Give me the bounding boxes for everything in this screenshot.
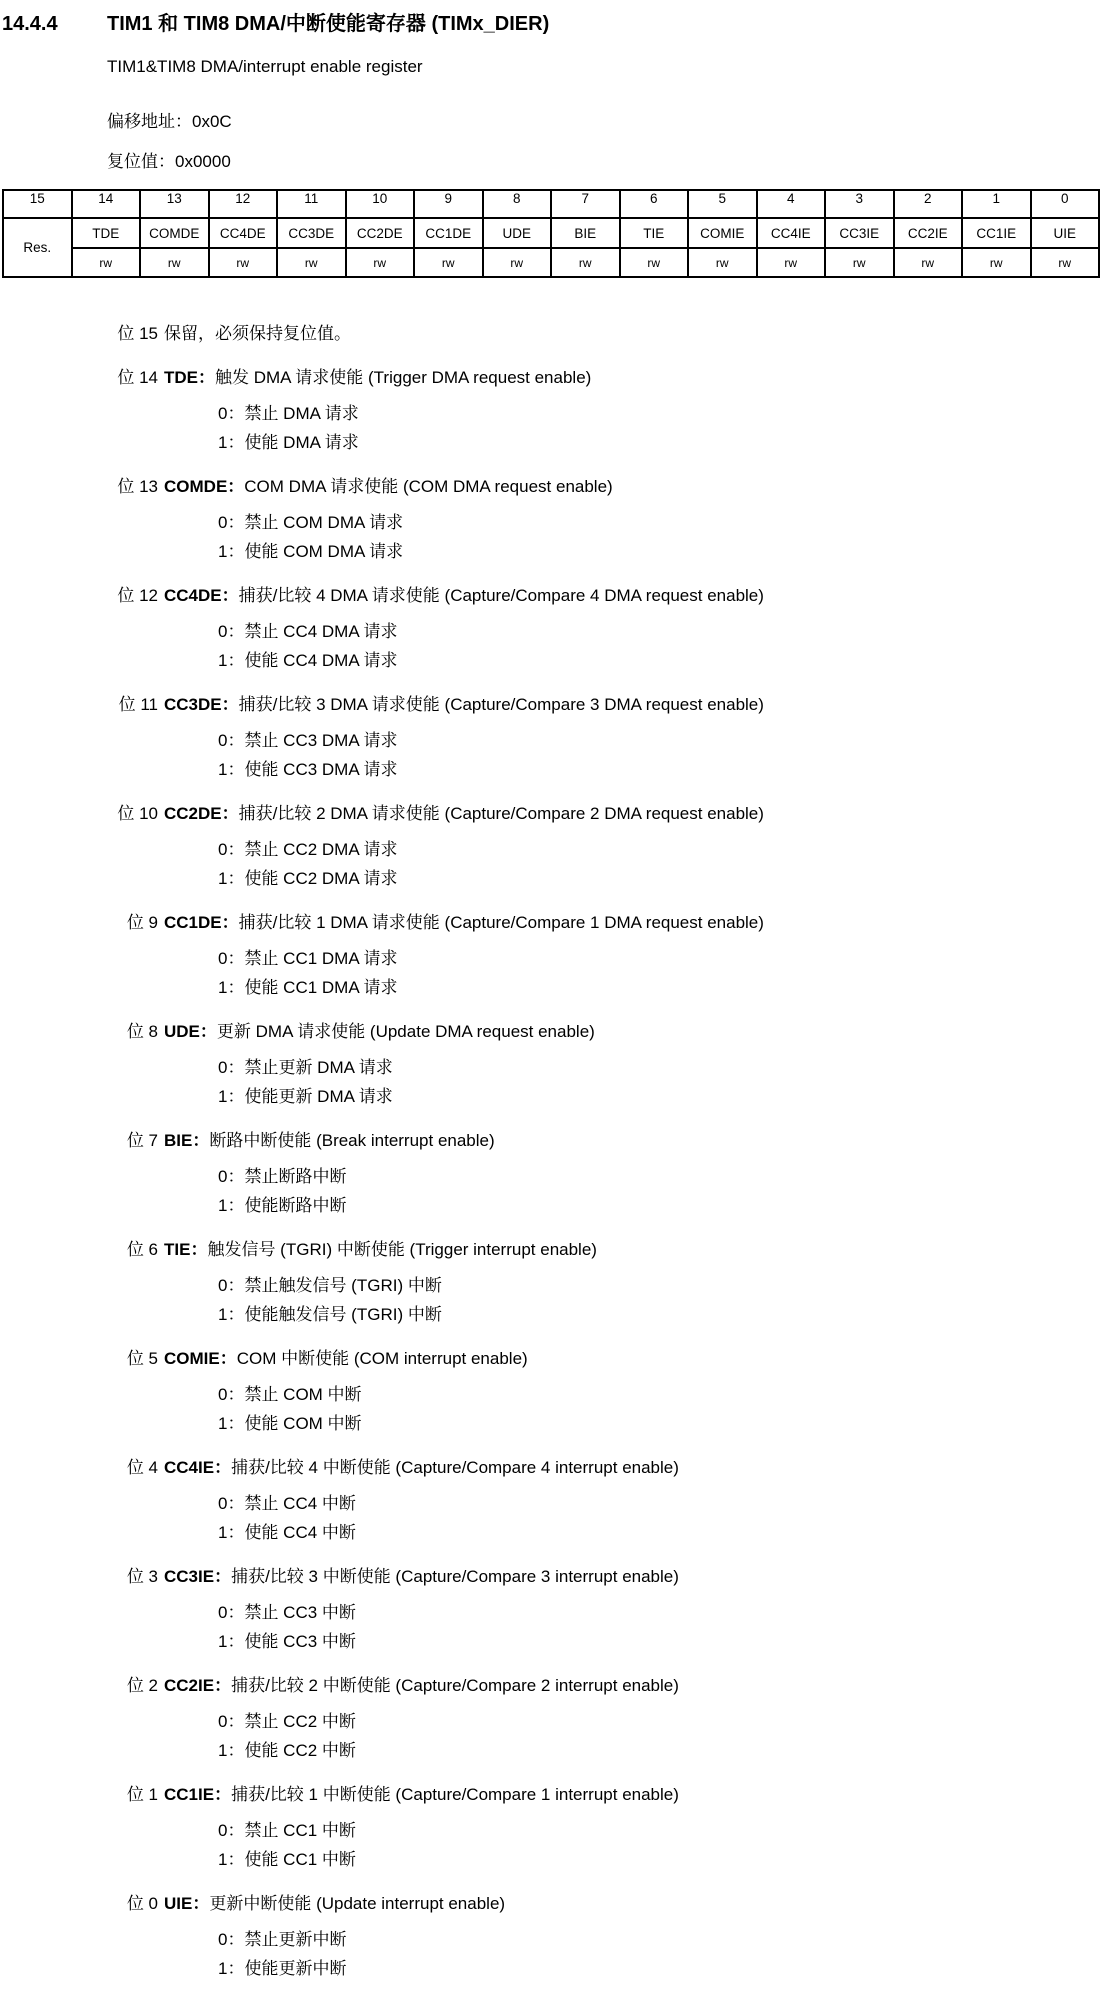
bit-number: 5 [688,190,757,218]
value-1-line: 1：使能 COM DMA 请求 [218,542,404,561]
bit-number: 14 [72,190,141,218]
bit-definition-line [164,363,591,392]
bit-number: 13 [140,190,209,218]
bit-description-row [0,1126,1108,1220]
bit-description-body [164,1126,495,1220]
value-1-line: 1：使能 DMA 请求 [218,433,359,452]
bit-description-row [0,1344,1108,1438]
field-description: 捕获/比较 4 中断使能 (Capture/Compare 4 interrupt enable) [231,1458,679,1477]
bit-number: 1 [962,190,1031,218]
field-name: CC2DE： [164,804,239,823]
bit-number: 10 [346,190,415,218]
bit-description-row [0,581,1108,675]
bit-description-body [164,472,613,566]
bit-label: 位 7 [126,1131,158,1150]
bit-label: 位 0 [126,1894,158,1913]
field-name: COMDE： [164,477,245,496]
value-0-line: 0：禁止 CC3 DMA 请求 [218,731,398,750]
value-1-line: 1：使能 CC2 DMA 请求 [218,869,398,888]
field-description: 保留，必须保持复位值。 [164,324,351,343]
section-header [0,12,1108,172]
reset-value-line [107,152,1108,172]
bit-label: 位 3 [126,1567,158,1586]
field-access-cell: rw [825,248,894,277]
field-description: 断路中断使能 (Break interrupt enable) [209,1131,495,1150]
field-name-cell: CC3DE [277,218,346,248]
bit-description-row [0,1780,1108,1874]
bit-label: 位 12 [117,586,158,605]
field-description: 更新中断使能 (Update interrupt enable) [209,1894,506,1913]
register-bit-table [2,189,1100,278]
bit-definition-line [164,690,764,719]
page-title: TIM1 和 TIM8 DMA/中断使能寄存器 (TIMx_DIER) [107,13,550,35]
bit-label: 位 2 [126,1676,158,1695]
value-0-line: 0：禁止 COM DMA 请求 [218,513,404,532]
field-name-cell: CC1IE [962,218,1031,248]
field-name: CC1DE： [164,913,239,932]
value-1-line: 1：使能 CC4 中断 [218,1523,356,1542]
bit-label: 位 8 [126,1022,158,1041]
value-1-line: 1：使能更新 DMA 请求 [218,1087,393,1106]
bit-definition-line [164,581,764,610]
field-access-cell: rw [209,248,278,277]
bit-description-row [0,799,1108,893]
bit-description-row [0,1671,1108,1765]
bit-description-row [0,690,1108,784]
value-0-line: 0：禁止 COM 中断 [218,1385,362,1404]
field-name: CC4DE： [164,586,239,605]
field-name: BIE： [164,1131,210,1150]
field-access-cell: rw [140,248,209,277]
field-access-cell: rw [483,248,552,277]
bit-label: 位 10 [117,804,158,823]
field-name-cell: COMIE [688,218,757,248]
reset-value-label: 复位值： [107,152,175,171]
bit-description-body [164,1889,505,1983]
bit-description-body [164,1235,597,1329]
bit-label: 位 6 [126,1240,158,1259]
field-name: CC2IE： [164,1676,232,1695]
bit-description-row [0,1017,1108,1111]
field-name-cell: TIE [620,218,689,248]
bit-description-row [0,1235,1108,1329]
field-name: UIE： [164,1894,210,1913]
value-0-line: 0：禁止 DMA 请求 [218,404,359,423]
bit-description-body [164,1453,679,1547]
bit-description-body [164,319,351,348]
field-access-cell: rw [620,248,689,277]
offset-address-label: 偏移地址： [107,112,192,131]
field-description: 捕获/比较 1 DMA 请求使能 (Capture/Compare 1 DMA request enable) [238,913,764,932]
bit-label: 位 1 [126,1785,158,1804]
bit-description-body [164,1671,679,1765]
field-name: CC3IE： [164,1567,232,1586]
field-name-cell: COMDE [140,218,209,248]
bit-description-body [164,581,764,675]
bit-description-body [164,908,764,1002]
value-1-line: 1：使能 CC2 中断 [218,1741,356,1760]
field-description: 更新 DMA 请求使能 (Update DMA request enable) [216,1022,595,1041]
bit-definition-line [164,319,351,348]
value-1-line: 1：使能更新中断 [218,1959,347,1978]
bit-number: 7 [551,190,620,218]
bit-description-row [0,1562,1108,1656]
bit-description-row [0,363,1108,457]
bit-definition-line [164,1780,679,1809]
bit-label: 位 5 [126,1349,158,1368]
value-1-line: 1：使能 CC1 中断 [218,1850,356,1869]
offset-address-line [107,112,1108,132]
value-0-line: 0：禁止触发信号 (TGRI) 中断 [218,1276,442,1295]
bit-definition-line [164,1017,595,1046]
value-0-line: 0：禁止 CC1 中断 [218,1821,356,1840]
field-name: CC4IE： [164,1458,232,1477]
bit-label: 位 14 [117,368,158,387]
field-access-cell: rw [894,248,963,277]
value-1-line: 1：使能断路中断 [218,1196,347,1215]
bit-description-row [0,319,1108,348]
bit-label: 位 13 [117,477,158,496]
bit-number: 2 [894,190,963,218]
bit-number: 6 [620,190,689,218]
field-name-cell: CC2IE [894,218,963,248]
bit-description-body [164,799,764,893]
title-row [2,12,1108,36]
field-description: 捕获/比较 3 中断使能 (Capture/Compare 3 interrupt enable) [231,1567,679,1586]
value-0-line: 0：禁止更新 DMA 请求 [218,1058,393,1077]
field-access-cell: rw [551,248,620,277]
value-0-line: 0：禁止 CC3 中断 [218,1603,356,1622]
value-1-line: 1：使能 CC3 DMA 请求 [218,760,398,779]
bit-number: 8 [483,190,552,218]
offset-address-value: 0x0C [192,112,232,131]
bit-label: 位 9 [126,913,158,932]
bit-number: 0 [1031,190,1100,218]
value-1-line: 1：使能 COM 中断 [218,1414,362,1433]
bit-definition-line [164,1562,679,1591]
bit-definition-line [164,799,764,828]
field-access-cell: rw [277,248,346,277]
value-1-line: 1：使能 CC4 DMA 请求 [218,651,398,670]
bit-description-body [164,363,591,457]
bit-definition-line [164,1889,505,1918]
bit-number: 11 [277,190,346,218]
field-name: TDE： [164,368,215,387]
bit-label: 位 15 [117,324,158,343]
bit-definition-line [164,1453,679,1482]
bit-descriptions [0,319,1108,1983]
field-access-cell: rw [346,248,415,277]
bit-description-row [0,472,1108,566]
field-name-cell: CC1DE [414,218,483,248]
value-0-line: 0：禁止 CC2 中断 [218,1712,356,1731]
field-access-row [3,248,1099,277]
bit-label: 位 11 [118,695,158,714]
value-1-line: 1：使能 CC1 DMA 请求 [218,978,398,997]
field-access-cell: rw [72,248,141,277]
bit-description-body [164,1780,679,1874]
field-description: 捕获/比较 3 DMA 请求使能 (Capture/Compare 3 DMA request enable) [238,695,764,714]
field-access-cell: rw [414,248,483,277]
field-description: 触发 DMA 请求使能 (Trigger DMA request enable) [215,368,592,387]
bit-description-body [164,1562,679,1656]
bit-description-body [164,690,764,784]
reserved-cell: Res. [3,218,72,277]
value-0-line: 0：禁止 CC1 DMA 请求 [218,949,398,968]
bit-definition-line [164,908,764,937]
field-name: CC3DE： [164,695,239,714]
value-0-line: 0：禁止 CC4 DMA 请求 [218,622,398,641]
bit-number: 4 [757,190,826,218]
field-name: UDE： [164,1022,217,1041]
bit-number: 12 [209,190,278,218]
value-0-line: 0：禁止 CC4 中断 [218,1494,356,1513]
bit-definition-line [164,1671,679,1700]
value-0-line: 0：禁止断路中断 [218,1167,347,1186]
field-description: 捕获/比较 2 中断使能 (Capture/Compare 2 interrupt enable) [231,1676,679,1695]
field-access-cell: rw [757,248,826,277]
field-access-cell: rw [688,248,757,277]
field-name-row [3,218,1099,248]
bit-number: 15 [3,190,72,218]
bit-label: 位 4 [126,1458,158,1477]
field-name-cell: UIE [1031,218,1100,248]
field-name-cell: BIE [551,218,620,248]
bit-number-row [3,190,1099,218]
value-0-line: 0：禁止 CC2 DMA 请求 [218,840,398,859]
field-description: 捕获/比较 4 DMA 请求使能 (Capture/Compare 4 DMA request enable) [238,586,764,605]
value-1-line: 1：使能触发信号 (TGRI) 中断 [218,1305,442,1324]
field-description: 触发信号 (TGRI) 中断使能 (Trigger interrupt enable) [207,1240,597,1259]
register-subtitle: TIM1&TIM8 DMA/interrupt enable register [107,57,423,76]
bit-definition-line [164,1126,495,1155]
bit-description-body [164,1017,595,1111]
bit-description-row [0,1889,1108,1983]
field-name-cell: TDE [72,218,141,248]
field-name: COMIE： [164,1349,237,1368]
field-description: 捕获/比较 1 中断使能 (Capture/Compare 1 interrupt enable) [231,1785,679,1804]
bit-description-row [0,908,1108,1002]
section-number: 14.4.4 [2,13,58,35]
field-name-cell: CC3IE [825,218,894,248]
field-access-cell: rw [1031,248,1100,277]
field-description: 捕获/比较 2 DMA 请求使能 (Capture/Compare 2 DMA request enable) [238,804,764,823]
bit-definition-line [164,472,613,501]
field-access-cell: rw [962,248,1031,277]
field-description: COM DMA 请求使能 (COM DMA request enable) [244,477,613,496]
bit-number: 3 [825,190,894,218]
field-description: COM 中断使能 (COM interrupt enable) [236,1349,528,1368]
field-name-cell: CC4DE [209,218,278,248]
field-name: TIE： [164,1240,208,1259]
bit-description-row [0,1453,1108,1547]
bit-description-body [164,1344,528,1438]
bit-definition-line [164,1235,597,1264]
reset-value-value: 0x0000 [175,152,231,171]
bit-definition-line [164,1344,528,1373]
field-name-cell: CC4IE [757,218,826,248]
field-name-cell: CC2DE [346,218,415,248]
field-name-cell: UDE [483,218,552,248]
value-1-line: 1：使能 CC3 中断 [218,1632,356,1651]
bit-number: 9 [414,190,483,218]
field-name: CC1IE： [164,1785,232,1804]
value-0-line: 0：禁止更新中断 [218,1930,347,1949]
